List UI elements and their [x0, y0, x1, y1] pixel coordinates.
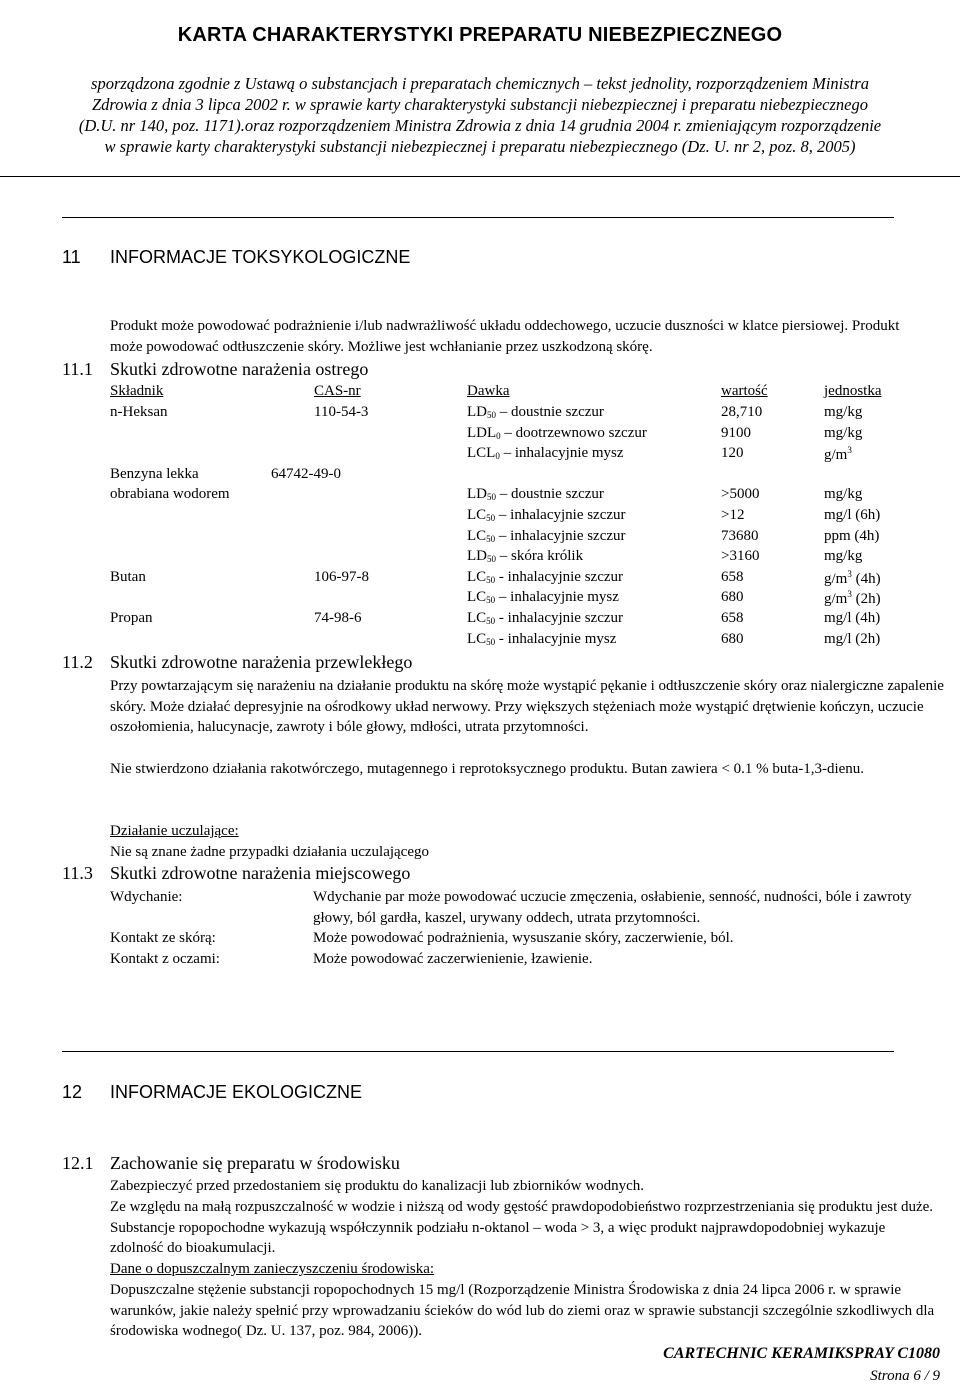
dose-route-species: – inhalacyjnie szczur: [495, 507, 626, 523]
cas-number: 106-97-8: [314, 569, 369, 585]
dose-subscript: 50: [487, 492, 496, 502]
table-cell-cas: [314, 569, 369, 586]
table-cell-component: [110, 486, 230, 503]
table-cell-dose: [467, 528, 626, 545]
dose-value: >12: [721, 507, 745, 523]
dose-subscript: 50: [486, 575, 496, 585]
legal-line: Zdrowia z dnia 3 lipca 2002 r. w sprawie karty charakterystyki substancji niebezpiecznej i preparatu niebezpiecznego: [91, 95, 868, 114]
table-cell-component: [110, 404, 167, 421]
legal-line: sporządzona zgodnie z Ustawą o substancjach i preparatach chemicznych – tekst jednolity, rozporządzeniem Ministra: [91, 74, 869, 93]
dose-value: 28,710: [721, 404, 763, 420]
dose-subscript: 50: [486, 513, 496, 523]
dose-value: >5000: [721, 486, 760, 502]
table-cell-dose: [467, 507, 626, 524]
unit-text: g/m: [824, 571, 848, 587]
environment-line-1: Zabezpieczyć przed przedostaniem się produktu do kanalizacji lub zbiorników wodnych.: [110, 1178, 644, 1194]
dose-abbreviation: LD: [467, 404, 487, 420]
unit-suffix: (2h): [851, 591, 881, 607]
table-cell-unit: [824, 404, 862, 421]
dose-subscript: 50: [486, 637, 496, 647]
table-cell-value: [721, 610, 744, 627]
dose-abbreviation: LC: [467, 569, 487, 585]
table-cell-component: [110, 569, 146, 586]
section-number: 11: [62, 247, 81, 267]
local-label-eyes: Kontakt z oczami:: [110, 951, 220, 967]
footer-product-name: CARTECHNIC KERAMIKSPRAY C1080: [663, 1345, 940, 1362]
dose-value: 120: [721, 445, 744, 461]
cas-number: 110-54-3: [314, 404, 369, 420]
pollutant-text: Dopuszczalne stężenie substancji ropopochodnych 15 mg/l (Rozporządzenie Ministra Środowiska z dnia 24 lipca 2006 r. w sprawie warunków, jakie należy spełnić przy wprowadzaniu ścieków do wód lub do ziemi oraz w sprawie substancji szczególnie szkodliwych dla środowiska wodnego( Dz. U. 137, poz. 984, 2006)).: [110, 1282, 935, 1340]
table-cell-cas: [314, 610, 362, 627]
subsection-number: 11.2: [62, 652, 93, 672]
table-cell-dose: [467, 548, 583, 565]
table-cell-dose: [467, 610, 623, 627]
dose-abbreviation: LD: [467, 486, 487, 502]
table-header-component: Składnik: [110, 383, 164, 399]
dose-route-species: – doustnie szczur: [496, 486, 604, 502]
table-cell-dose: [467, 589, 619, 606]
table-cell-unit: [824, 507, 880, 524]
subsection-number: 11.3: [62, 863, 93, 883]
dose-value: 9100: [721, 425, 751, 441]
dose-value: 658: [721, 569, 744, 585]
document-title: KARTA CHARAKTERYSTYKI PREPARATU NIEBEZPIECZNEGO: [177, 24, 783, 46]
subsection-title: Skutki zdrowotne narażenia ostrego: [110, 359, 369, 379]
dose-route-species: – dootrzewnowo szczur: [500, 425, 647, 441]
table-cell-unit: [824, 610, 880, 627]
table-cell-dose: [467, 569, 623, 586]
subsection-11-1-heading: [62, 359, 368, 380]
table-cell-dose: [467, 425, 647, 442]
table-cell-dose: [467, 631, 616, 648]
component-name: n-Heksan: [110, 404, 168, 420]
environment-line-2: Ze względu na małą rozpuszczalność w wodzie i niższą od wody gęstość prawdopodobieństwo rozprzestrzeniania się produktu jest duże. Substancje ropopochodne wykazują współczynnik podziału n-oktanol – woda > 3, a więc produkt najprawdopodobniej wykazuje zdolność do bioakumulacji.: [110, 1199, 934, 1257]
unit-text: mg/l (2h): [824, 631, 881, 647]
table-cell-unit: [824, 425, 862, 442]
section-11-heading: [62, 247, 410, 268]
dose-subscript: 0: [496, 431, 501, 441]
subsection-12-1-heading: [62, 1153, 400, 1174]
dose-subscript: 50: [487, 410, 496, 420]
dose-abbreviation: LD: [467, 548, 487, 564]
dose-value: 680: [721, 631, 744, 647]
dose-value: 658: [721, 610, 744, 626]
cas-number: 64742-49-0: [271, 466, 341, 482]
component-name: Benzyna lekka: [110, 466, 199, 482]
unit-superscript: 3: [847, 569, 852, 579]
section-number: 12: [62, 1082, 83, 1102]
sensitizing-label: Działanie uczulające:: [110, 823, 239, 839]
table-cell-value: [721, 631, 744, 648]
dose-abbreviation: LDL: [467, 425, 497, 441]
unit-text: ppm (4h): [824, 528, 880, 544]
pollutant-label: Dane o dopuszczalnym zanieczyszczeniu środowiska:: [110, 1261, 435, 1277]
legal-line: w sprawie karty charakterystyki substancji niebezpiecznej i preparatu niebezpiecznego (Dz. U. nr 2, poz. 8, 2005): [104, 137, 856, 156]
local-text-eyes: Może powodować zaczerwienienie, łzawienie.: [313, 951, 593, 967]
component-name: Propan: [110, 610, 153, 626]
table-cell-cas: [271, 466, 341, 483]
dose-route-species: – doustnie szczur: [496, 404, 604, 420]
dose-subscript: 50: [486, 595, 496, 605]
table-cell-unit: [824, 445, 852, 464]
section-12-heading: [62, 1082, 362, 1103]
component-name: Butan: [110, 569, 146, 585]
dose-abbreviation: LCL: [467, 445, 496, 461]
table-cell-cas: [314, 404, 368, 421]
subsection-number: 12.1: [62, 1153, 94, 1173]
local-text-skin: Może powodować podrażnienia, wysuszanie skóry, zaczerwienie, ból.: [313, 930, 734, 946]
table-cell-value: [721, 569, 744, 586]
dose-route-species: - inhalacyjnie szczur: [495, 569, 624, 585]
unit-text: g/m: [824, 447, 848, 463]
table-cell-dose: [467, 445, 624, 462]
subsection-title: Zachowanie się preparatu w środowisku: [110, 1153, 400, 1173]
divider: [62, 1051, 894, 1052]
table-cell-component: [110, 466, 199, 483]
cas-number: 74-98-6: [314, 610, 362, 626]
dose-abbreviation: LC: [467, 507, 487, 523]
carcinogenicity-text: Nie stwierdzono działania rakotwórczego, mutagennego i reprotoksycznego produktu. Butan zawiera < 0.1 % buta-1,3-dienu.: [110, 761, 865, 777]
unit-text: mg/kg: [824, 404, 863, 420]
table-cell-value: [721, 528, 759, 545]
table-cell-unit: [824, 631, 880, 648]
dose-value: 680: [721, 589, 744, 605]
dose-abbreviation: LC: [467, 589, 487, 605]
section-title: INFORMACJE TOKSYKOLOGICZNE: [110, 247, 411, 267]
section-11-intro: Produkt może powodować podrażnienie i/lub nadwrażliwość układu oddechowego, uczucie duszności w klatce piersiowej. Produkt może powodować odtłuszczenie skóry. Możliwe jest wchłanianie przez uszkodzoną skórę.: [110, 318, 900, 355]
dose-abbreviation: LC: [467, 610, 487, 626]
table-cell-value: [721, 507, 744, 524]
dose-subscript: 50: [486, 616, 496, 626]
table-cell-unit: [824, 569, 881, 588]
dose-subscript: 50: [486, 534, 496, 544]
local-label-inhalation: Wdychanie:: [110, 889, 183, 905]
unit-text: mg/kg: [824, 548, 863, 564]
table-header-cas: CAS-nr: [314, 383, 361, 399]
document-header: [0, 0, 960, 177]
subsection-number: 11.1: [62, 359, 93, 379]
unit-text: mg/l (4h): [824, 610, 881, 626]
dose-route-species: - inhalacyjnie mysz: [495, 631, 617, 647]
unit-text: mg/kg: [824, 486, 863, 502]
table-cell-unit: [824, 528, 879, 545]
subsection-title: Skutki zdrowotne narażenia miejscowego: [110, 863, 411, 883]
table-cell-value: [721, 445, 744, 462]
dose-route-species: – inhalacyjnie mysz: [495, 589, 619, 605]
table-cell-value: [721, 548, 759, 565]
unit-text: mg/l (6h): [824, 507, 881, 523]
legal-line: (D.U. nr 140, poz. 1171).oraz rozporządzeniem Ministra Zdrowia z dnia 14 grudnia 2004 r. zmieniającym rozporządzenie: [78, 116, 882, 135]
table-cell-value: [721, 486, 759, 503]
unit-suffix: (4h): [851, 571, 881, 587]
local-label-skin: Kontakt ze skórą:: [110, 930, 216, 946]
table-cell-value: [721, 404, 762, 421]
table-cell-unit: [824, 486, 862, 503]
unit-superscript: 3: [847, 589, 852, 599]
unit-text: g/m: [824, 591, 848, 607]
table-cell-value: [721, 589, 744, 606]
component-name: obrabiana wodorem: [110, 486, 230, 502]
dose-route-species: – inhalacyjnie szczur: [495, 528, 626, 544]
unit-superscript: 3: [847, 445, 852, 455]
dose-abbreviation: LC: [467, 631, 487, 647]
table-cell-dose: [467, 486, 604, 503]
subsection-11-3-heading: [62, 863, 410, 884]
local-text-inhalation: Wdychanie par może powodować uczucie zmęczenia, osłabienie, senność, nudności, bóle i zawroty głowy, ból gardła, kaszel, urywany oddech, utrata przytomności.: [313, 889, 912, 926]
subsection-11-2-heading: [62, 652, 412, 673]
divider: [62, 217, 894, 218]
sensitizing-text: Nie są znane żadne przypadki działania uczulającego: [110, 844, 429, 860]
unit-text: mg/kg: [824, 425, 863, 441]
table-header-dose: Dawka: [467, 383, 510, 399]
dose-abbreviation: LC: [467, 528, 487, 544]
table-header-unit: jednostka: [824, 383, 882, 399]
table-cell-component: [110, 610, 153, 627]
chronic-effects-text: Przy powtarzającym się narażeniu na działanie produktu na skórę może wystąpić pękanie i odtłuszczenie skóry oraz nialergiczne zapalenie skóry. Może działać depresyjnie na ośrodkowy układ nerwowy. Przy większych stężeniach może wystąpić drętwienie kończyn, uczucie oszołomienia, halucynacje, zawroty i bóle głowy, mdłości, utrata przytomności.: [110, 678, 944, 736]
table-cell-unit: [824, 589, 881, 608]
section-title: INFORMACJE EKOLOGICZNE: [110, 1082, 363, 1102]
legal-basis-note: [0, 73, 960, 157]
dose-value: >3160: [721, 548, 760, 564]
table-cell-value: [721, 425, 751, 442]
table-header-value: wartość: [721, 383, 768, 399]
dose-subscript: 0: [495, 451, 500, 461]
footer-page-number: Strona 6 / 9: [870, 1368, 940, 1384]
dose-value: 73680: [721, 528, 759, 544]
table-cell-dose: [467, 404, 604, 421]
dose-subscript: 50: [487, 554, 496, 564]
dose-route-species: – inhalacyjnie mysz: [499, 445, 624, 461]
subsection-title: Skutki zdrowotne narażenia przewlekłego: [110, 652, 413, 672]
dose-route-species: - inhalacyjnie szczur: [495, 610, 624, 626]
dose-route-species: – skóra królik: [496, 548, 584, 564]
table-cell-unit: [824, 548, 862, 565]
